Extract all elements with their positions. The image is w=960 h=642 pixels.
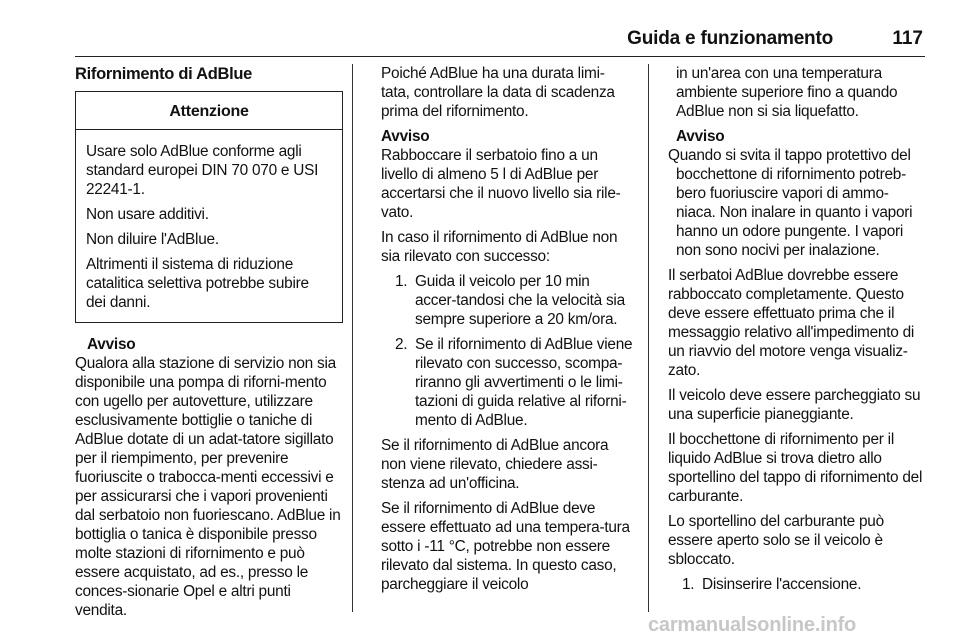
paragraph: Lo sportellino del carburante può essere aperto solo se il veicolo è sbloccato. (668, 513, 884, 568)
step-text: Se il rifornimento di AdBlue viene rilevato con successo, scompa-riranno gli avvertimenti o le limi-tazioni di guida relative al riforni-mento di AdBlue. (415, 336, 633, 429)
paragraph: Il bocchettone di rifornimento per il liquido AdBlue si trova dietro allo sportellino del tappo di rifornimento del carburante. (668, 431, 923, 505)
paragraph: Se il rifornimento di AdBlue deve essere effettuato ad una tempera-tura sotto i -11 °C, potrebbe non essere rilevato dal sistema. In questo caso, parcheggiare il veicolo (381, 500, 630, 593)
step-list (381, 272, 633, 430)
step-number: 1. (682, 576, 695, 593)
continued-note (668, 64, 926, 260)
warning-paragraph: Usare solo AdBlue conforme agli standard europei DIN 70 070 e USI 22241-1. (86, 143, 319, 198)
column-1 (75, 64, 343, 626)
paragraph: In caso il rifornimento di AdBlue non sia rilevato con successo: (381, 229, 618, 265)
note-title: Avviso (87, 336, 136, 353)
note-block (75, 335, 343, 620)
warning-paragraph: Non diluire l'AdBlue. (86, 231, 219, 248)
note-title: Avviso (381, 128, 430, 145)
watermark-link[interactable]: carmanualsonline.info (648, 614, 857, 636)
paragraph: Il serbatoi AdBlue dovrebbe essere rabboccato completamente. Questo deve essere effettuato prima che il messaggio relativo all'impedimento di un riavvio del motore venga visualiz-zato. (668, 267, 915, 379)
list-item (395, 335, 633, 430)
step-text: Guida il veicolo per 10 min accer-tandosi che la velocità sia sempre superiore a 20 km/ora. (415, 273, 625, 328)
step-list (668, 575, 926, 594)
list-item (395, 272, 633, 329)
paragraph: in un'area con una temperatura ambiente superiore fino a quando AdBlue non si sia liquefatto. (676, 65, 898, 120)
note-text: Rabboccare il serbatoio fino a un livello di almeno 5 l di AdBlue per accertarsi che il nuovo livello sia rile-vato. (381, 147, 621, 221)
list-item (682, 575, 926, 594)
running-header (75, 26, 925, 57)
column-3 (668, 64, 926, 600)
note-title: Avviso (676, 128, 725, 145)
warning-paragraph: Altrimenti il sistema di riduzione catalitica selettiva potrebbe subire dei danni. (86, 256, 309, 311)
paragraph: Poiché AdBlue ha una durata limi-tata, controllare la data di scadenza prima del rifornimento. (381, 65, 615, 120)
page-number: 117 (892, 28, 923, 49)
step-number: 2. (395, 336, 408, 353)
warning-body (76, 130, 342, 322)
paragraph: Il veicolo deve essere parcheggiato su una superficie pianeggiante. (668, 387, 921, 423)
paragraph: Se il rifornimento di AdBlue ancora non viene rilevato, chiedere assi-stenza ad un'officina. (381, 437, 609, 492)
warning-box (75, 91, 343, 323)
note-block (381, 127, 633, 222)
step-text: Disinserire l'accensione. (702, 576, 862, 593)
note-text: Quando si svita il tappo protettivo del bocchettone di rifornimento potreb-bero fuoriuscire vapori di ammo-niaca. Non inalare in quanto i vapori hanno un odore pungente. I vapori non sono nocivi per inalazione. (668, 147, 913, 259)
warning-heading: Attenzione (76, 92, 342, 130)
note-text: Qualora alla stazione di servizio non sia disponibile una pompa di riforni-mento con ugello per autovetture, utilizzare esclusivamente bottiglie o taniche di AdBlue dotate di un adat-tatore sigillato per il riempimento, per prevenire fuoriuscite o trabocca-menti eccessivi e per assicurarsi che i vapori provenienti dal serbatoio non fuoriescano. AdBlue in bottiglia o tanica è disponibile presso molte stazioni di rifornimento e può essere acquistato, ad es., presso le conces-sionarie Opel e altri punti vendita. (75, 355, 341, 619)
section-title: Rifornimento di AdBlue (75, 65, 253, 83)
column-divider-2 (648, 64, 649, 612)
step-number: 1. (395, 273, 408, 290)
warning-paragraph: Non usare additivi. (86, 206, 209, 223)
column-2 (381, 64, 633, 600)
chapter-title: Guida e funzionamento (627, 28, 833, 49)
column-divider-1 (352, 64, 353, 612)
note-block (668, 127, 926, 260)
